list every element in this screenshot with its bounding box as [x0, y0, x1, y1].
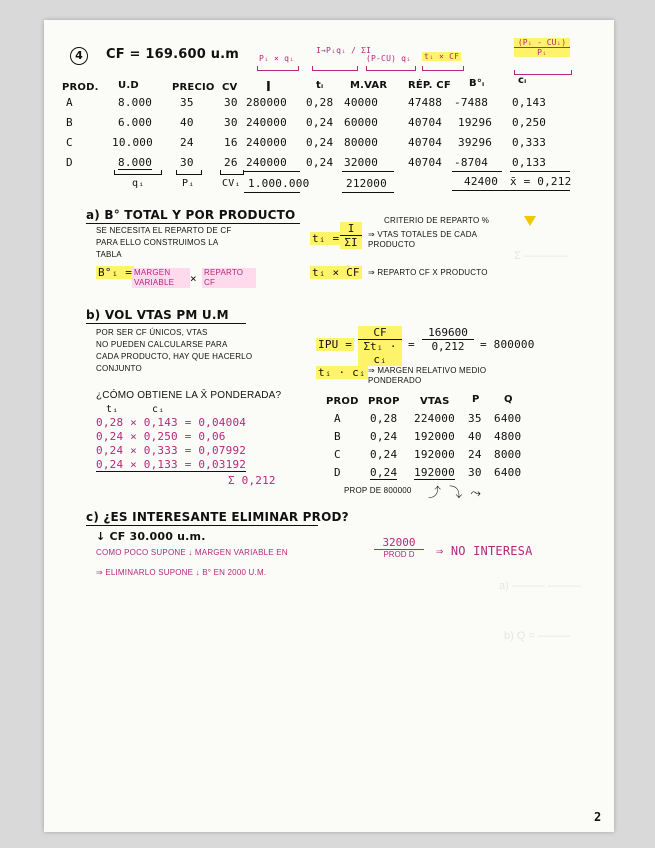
header-ci: cᵢ: [518, 75, 527, 86]
cell-precio: 40: [180, 116, 194, 129]
calc-row: 0,24 × 0,250 = 0,06: [96, 430, 226, 443]
prop-cell: B: [334, 430, 341, 443]
cell-b: 19296: [458, 116, 493, 129]
cell-cv: 26: [224, 156, 238, 169]
cell-ud: 8.000: [118, 96, 153, 109]
prop-header-q: Q: [504, 394, 513, 405]
cell-mvar: 40000: [344, 96, 379, 109]
notebook-page: Σ ———— a) ——— ——— b) Q = ——— 4 CF = 169.600 u.m Pᵢ × qᵢ I→Pᵢqᵢ / ΣI (P-CU) qᵢ tᵢ × CF (Pᵢ - CUᵢ) Pᵢ PROD. U.D PRECIO CV I tᵢ M.VAR RÉP. CF B°ᵢ cᵢ A 8.000 35 30 280000 0,28 40000 47488 -7488 0,143 B 6.000 40 30 240000 0,24 60000 40704 19296 0,250 C 10.000 24 16 240000 0,24 80000 40704 39296 0,333 D 8.000 30 26 240000 0,24 32000 40704 -8704 0,133 qᵢ Pᵢ CVᵢ 1.000.000 212000 42400 x̄ = 0,212 a) B° TOTAL Y POR PRODUCTO SE NECESITA EL REPARTO DE CF PARA ELLO CONSTRUIMOS LA TABLA B°ᵢ = MARGEN VARIABLE × REPARTO CF tᵢ = $\frac{I}{\Sigma I}$ ⇒ VTAS TOTALES DE CADA PRODUCTO CRITERIO DE REPARTO % tᵢ × CF ⇒ REPARTO CF X PRODUCTO b) VOL VTAS PM U.M POR SER CF ÚNICOS, VTAS NO PUEDEN CALCULARSE PARA CADA PRODUCTO, HAY QUE HACERLO CONJUNTO IPU = CF Σtᵢ · cᵢ = $\frac{169600}{0,212}$ = 800000 tᵢ · cᵢ ⇒ MARGEN RELATIVO MEDIO PONDERADO ¿CÓMO OBTIENE LA X̄ PONDERADA? tᵢ cᵢ 0,28 × 0,143 = 0,04004 0,24 × 0,250 = 0,06 0,24 × 0,333 = 0,07992 0,24 × 0,133 = 0,03192 Σ 0,212 PROD PROP VTAS P Q A 0,28 224000 35 6400 B 0,24 192000 40 4800 C 0,24 192000 24 8000 D 0,24 192000 30 6400 PROP DE 800000 ⤴ ⤵ ⤳ c) ¿ES INTERESANTE ELIMINAR PROD? ↓ CF 30.000 u.m. COMO POCO SUPONE ↓ MARGEN VARIABLE EN 32000 PROD D ⇒ NO INTERESA ⇒ ELIMINARLO SUPONE ↓ B° EN 2000 U.M. 2: [44, 20, 614, 832]
header-repcf: RÉP. CF: [408, 80, 451, 91]
prop-header-p: P: [472, 394, 480, 405]
cell-precio: 30: [180, 156, 194, 169]
section-b-text-1: POR SER CF ÚNICOS, VTAS: [96, 328, 208, 337]
section-c-fraction: 32000 PROD D: [374, 536, 424, 559]
section-b-text-2: NO PUEDEN CALCULARSE PARA: [96, 340, 228, 349]
section-c-title: c) ¿ES INTERESANTE ELIMINAR PROD?: [86, 510, 349, 524]
calc-row: 0,24 × 0,133 = 0,03192: [96, 458, 247, 471]
ipu-eq: =: [408, 338, 415, 351]
brace-label-precio: Pᵢ: [182, 178, 195, 189]
section-c-result: ⇒ NO INTERESA: [436, 544, 533, 558]
ti-description: ⇒ VTAS TOTALES DE CADA PRODUCTO: [368, 230, 477, 249]
total-c: x̄ = 0,212: [510, 175, 572, 188]
calc-row: 0,24 × 0,333 = 0,07992: [96, 444, 247, 457]
section-b-text-4: CONJUNTO: [96, 364, 142, 373]
section-c-text-1: COMO POCO SUPONE ↓ MARGEN VARIABLE EN: [96, 548, 288, 557]
cell-ci: 0,333: [512, 136, 547, 149]
calc-header-ci: cᵢ: [152, 404, 165, 415]
cell-ti: 0,24: [306, 116, 334, 129]
calc-total: Σ 0,212: [228, 474, 276, 487]
cell-ti: 0,24: [306, 156, 334, 169]
cell-mvar: 60000: [344, 116, 379, 129]
formula-header-ti: I→Pᵢqᵢ / ΣI: [316, 46, 372, 55]
cell-ci: 0,250: [512, 116, 547, 129]
ti-cf: tᵢ × CF: [312, 266, 360, 279]
cell-ti: 0,28: [306, 96, 334, 109]
formula-times: ×: [190, 272, 197, 285]
header-prod: PROD.: [62, 82, 99, 93]
cell-i: 240000: [246, 116, 287, 129]
cell-cv: 16: [224, 136, 238, 149]
formula-header-ci: (Pᵢ - CUᵢ) Pᵢ: [514, 38, 570, 57]
section-b-text-3: CADA PRODUCTO, HAY QUE HACERLO: [96, 352, 253, 361]
cell-prod: A: [66, 96, 73, 109]
cell-precio: 24: [180, 136, 194, 149]
warning-icon: [524, 216, 536, 226]
cell-i: 240000: [246, 136, 287, 149]
total-mvar: 212000: [346, 177, 387, 190]
cell-ti: 0,24: [306, 136, 334, 149]
ti-ci: tᵢ · cᵢ: [318, 366, 366, 379]
prop-header-prod: PROD: [326, 396, 359, 407]
cell-b: 39296: [458, 136, 493, 149]
section-c-cf-line: ↓ CF 30.000 u.m.: [96, 530, 206, 543]
prop-cell: 24: [468, 448, 482, 461]
prop-cell: 0,24: [370, 448, 398, 461]
cell-ci: 0,143: [512, 96, 547, 109]
problem-number: 4: [70, 47, 88, 65]
section-a-text-3: TABLA: [96, 250, 122, 259]
formula-header-repcf: tᵢ × CF: [424, 52, 460, 61]
formula-margen-variable: MARGEN VARIABLE: [132, 268, 190, 288]
section-c-text-2: ⇒ ELIMINARLO SUPONE ↓ B° EN 2000 U.M.: [96, 568, 267, 577]
formula-reparto-cf: REPARTO CF: [202, 268, 256, 288]
criterio-reparto: CRITERIO DE REPARTO %: [384, 216, 490, 225]
prop-note: PROP DE 800000: [344, 486, 412, 495]
cell-b: -7488: [454, 96, 489, 109]
cell-mvar: 32000: [344, 156, 379, 169]
prop-cell: 30: [468, 466, 482, 479]
formula-header-mvar: (P-CU) qᵢ: [366, 54, 412, 63]
cell-repcf: 40704: [408, 116, 443, 129]
total-i: 1.000.000: [248, 177, 310, 190]
cell-repcf: 47488: [408, 96, 443, 109]
prop-header-vtas: VTAS: [420, 396, 450, 407]
cell-ud: 8.000: [118, 156, 153, 169]
section-b-title: b) VOL VTAS PM U.M: [86, 308, 229, 322]
ipu-fraction: CF Σtᵢ · cᵢ: [358, 326, 402, 366]
cell-ud: 6.000: [118, 116, 153, 129]
prop-cell: 192000: [414, 466, 455, 479]
cell-prod: C: [66, 136, 73, 149]
section-a-text-1: SE NECESITA EL REPARTO DE CF: [96, 226, 232, 235]
cell-i: 240000: [246, 156, 287, 169]
cell-b: -8704: [454, 156, 489, 169]
prop-cell: 192000: [414, 430, 455, 443]
weighted-question: ¿CÓMO OBTIENE LA X̄ PONDERADA?: [96, 390, 282, 401]
prop-cell: 0,24: [370, 430, 398, 443]
header-mvar: M.VAR: [350, 80, 388, 91]
prop-header-prop: PROP: [368, 396, 400, 407]
cell-mvar: 80000: [344, 136, 379, 149]
header-i: I: [266, 80, 272, 95]
prop-cell: 192000: [414, 448, 455, 461]
prop-cell: 35: [468, 412, 482, 425]
formula-header-i: Pᵢ × qᵢ: [259, 54, 295, 63]
ipu-label: IPU =: [318, 338, 353, 351]
cell-repcf: 40704: [408, 156, 443, 169]
section-a-title: a) B° TOTAL Y POR PRODUCTO: [86, 208, 296, 222]
prop-cell: 4800: [494, 430, 522, 443]
prop-cell: D: [334, 466, 341, 479]
cell-ud: 10.000: [112, 136, 153, 149]
cell-cv: 30: [224, 116, 238, 129]
brace-label-cv: CVᵢ: [222, 178, 241, 189]
prop-cell: A: [334, 412, 341, 425]
prop-cell: C: [334, 448, 341, 461]
brace-label-ud: qᵢ: [132, 178, 145, 189]
prop-cell: 224000: [414, 412, 455, 425]
calc-header-ti: tᵢ: [106, 404, 119, 415]
ti-eq: tᵢ =: [312, 232, 340, 245]
total-b: 42400: [464, 175, 499, 188]
cf-label: CF = 169.600 u.m: [106, 47, 240, 62]
cell-cv: 30: [224, 96, 238, 109]
page-number: 2: [594, 810, 602, 824]
prop-cell: 6400: [494, 412, 522, 425]
cell-prod: D: [66, 156, 73, 169]
cell-precio: 35: [180, 96, 194, 109]
prop-cell: 0,28: [370, 412, 398, 425]
header-ud: U.D: [118, 80, 139, 91]
ipu-result: = 800000: [480, 338, 535, 351]
section-a-text-2: PARA ELLO CONSTRUIMOS LA: [96, 238, 219, 247]
prop-cell: 0,24: [370, 466, 398, 479]
prop-cell: 8000: [494, 448, 522, 461]
formula-b-left: B°ᵢ =: [98, 266, 133, 279]
header-precio: PRECIO: [172, 82, 215, 93]
calc-row: 0,28 × 0,143 = 0,04004: [96, 416, 247, 429]
cell-prod: B: [66, 116, 73, 129]
ipu-values-fraction: $\frac{169600}{0,212}$: [422, 326, 474, 353]
header-cv: CV: [222, 82, 238, 93]
cell-repcf: 40704: [408, 136, 443, 149]
cell-ci: 0,133: [512, 156, 547, 169]
prop-cell: 40: [468, 430, 482, 443]
header-ti: tᵢ: [316, 80, 324, 91]
ti-cf-description: ⇒ REPARTO CF X PRODUCTO: [368, 268, 488, 277]
prop-cell: 6400: [494, 466, 522, 479]
cell-i: 280000: [246, 96, 287, 109]
arrow-icon: ⤴ ⤵ ⤳: [428, 486, 482, 501]
header-b: B°ᵢ: [469, 78, 485, 89]
ti-fraction: $\frac{I}{\Sigma I}$: [340, 222, 362, 249]
ti-ci-description: ⇒ MARGEN RELATIVO MEDIO PONDERADO: [368, 366, 487, 385]
